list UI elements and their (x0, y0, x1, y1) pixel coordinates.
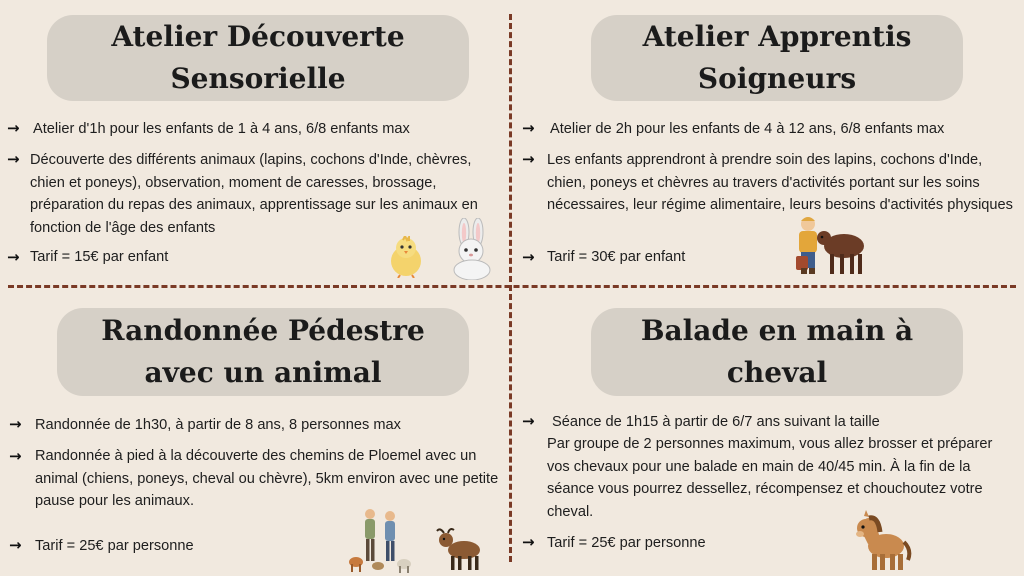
randonnee-price: Tarif = 25€ par personne (35, 538, 194, 554)
arrow-icon: → (7, 150, 20, 168)
rabbit-icon (444, 218, 500, 280)
balade-title-line1: Balade en main à (640, 314, 914, 347)
arrow-icon: → (7, 119, 20, 137)
farmer-with-goat-icon (792, 212, 874, 278)
pony-icon (850, 508, 912, 572)
apprentis-title-line2: Soigneurs (697, 62, 857, 95)
arrow-icon: → (522, 533, 535, 551)
decouverte-price: Tarif = 15€ par enfant (30, 249, 169, 265)
balade-item-2: Par groupe de 2 personnes maximum, vous allez brosser et préparer vos chevaux pour une balade en main de 40/45 min. À la fin de la séance vous pourrez dessellez, récompensez et chouchoutez votre cheval. (547, 436, 993, 520)
arrow-icon: → (9, 415, 22, 433)
randonnee-title-line2: avec un animal (144, 356, 382, 389)
decouverte-item-1: Atelier d'1h pour les enfants de 1 à 4 ans, 6/8 enfants max (33, 121, 410, 137)
arrow-icon: → (9, 536, 22, 554)
arrow-icon: → (7, 248, 20, 266)
chick-icon (386, 236, 426, 278)
walkers-with-dogs-icon (348, 506, 414, 574)
decouverte-title-line1: Atelier Découverte (111, 20, 405, 53)
balade-price: Tarif = 25€ par personne (547, 535, 706, 551)
arrow-icon: → (9, 447, 22, 465)
randonnee-item-2: Randonnée à pied à la découverte des chemins de Ploemel avec un animal (chiens, poneys, cheval ou chèvre), 5km environ avec une petite pause pour les animaux. (35, 448, 499, 509)
apprentis-price: Tarif = 30€ par enfant (547, 249, 686, 265)
goat-icon (436, 528, 488, 572)
apprentis-title (591, 15, 963, 101)
apprentis-item-1: Atelier de 2h pour les enfants de 4 à 12 ans, 6/8 enfants max (550, 121, 945, 137)
arrow-icon: → (522, 412, 535, 430)
apprentis-item-2: Les enfants apprendront à prendre soin des lapins, cochons d'Inde, chien, poneys et chèvres au travers d'activités portant sur les soins nécessaires, leur régime alimentaire, leurs besoins d'activités physiques (547, 152, 1013, 213)
randonnee-title (57, 308, 469, 396)
decouverte-item-2: Découverte des différents animaux (lapins, cochons d'Inde, chèvres, chien et poneys), observation, moment de caresses, brossage, préparation du repas des animaux, apprentissage sur les animaux en fonction de l'âge des enfants (30, 152, 478, 236)
balade-title-line2: cheval (726, 356, 828, 389)
randonnee-item-1: Randonnée de 1h30, à partir de 8 ans, 8 personnes max (35, 417, 401, 433)
randonnee-title-line1: Randonnée Pédestre (101, 314, 425, 347)
arrow-icon: → (522, 150, 535, 168)
arrow-icon: → (522, 119, 535, 137)
decouverte-title-line2: Sensorielle (170, 62, 346, 95)
arrow-icon: → (522, 248, 535, 266)
balade-title (591, 308, 963, 396)
vertical-divider (509, 14, 512, 562)
balade-item-1: Séance de 1h15 à partir de 6/7 ans suivant la taille (552, 414, 880, 430)
apprentis-title-line1: Atelier Apprentis (642, 20, 912, 53)
decouverte-title (47, 15, 469, 101)
horizontal-divider (8, 285, 1016, 288)
